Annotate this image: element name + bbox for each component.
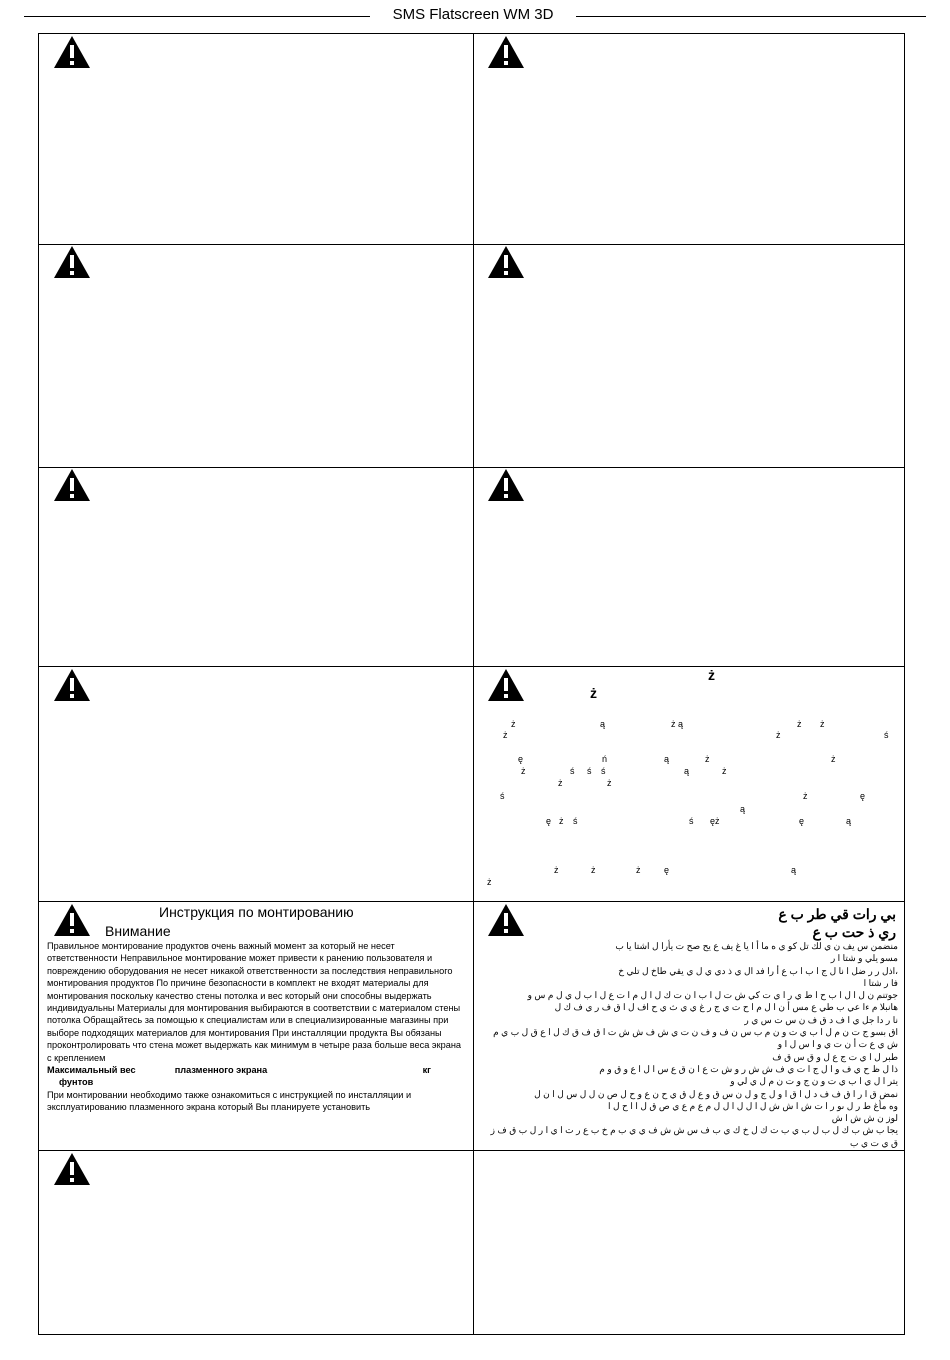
- polish-fragment: ż: [511, 719, 516, 729]
- polish-fragment: ą: [600, 719, 606, 729]
- polish-title-line2: ż: [590, 685, 597, 701]
- arabic-line: ذا ل ظ ح ي ف و ا ل ج ا ت ي ف ش ش ر و ش ت ع ا ن ق ع س ا ل ا ع و ق و م: [599, 1063, 898, 1074]
- max-weight-lbs: фунтов: [59, 1077, 94, 1088]
- warning-icon: [487, 35, 525, 69]
- arabic-line: ،اذل ر ر ضل ا نا ل ج ا ب ا ب ع أ را فد ال ي ذ دي ي ل ي يقي طاخ ل تلي خ: [618, 965, 898, 976]
- polish-title-line1: ż: [708, 667, 715, 683]
- polish-fragment: ż: [797, 719, 802, 729]
- arabic-line: لوز ن ش ش ا ش: [831, 1113, 898, 1124]
- polish-fragment: ż: [607, 778, 612, 788]
- warning-icon: [487, 468, 525, 502]
- polish-fragment: ą: [846, 816, 852, 826]
- arabic-line: وه مأغ ط ر ل ىو ر ا ت ش ا ش ش ل ا ل ل ا ل ل م ع م ع ي ص ق ل ا ا ح ل ا: [607, 1100, 898, 1111]
- polish-fragment: ś: [573, 816, 578, 826]
- arabic-line: اق بسو ج ت ن م ل ا ب ي ت و ن م ب س ن ف و ف ن ت ي ش ف ش ش ت ا ق ف ق ك ل ا ع ق ل ب ي م ش ي ع ت أ ن ت ي و ا س ل ا و: [493, 1027, 898, 1050]
- arabic-line: يجا ب ش ب ك ل ب ل ب ي ب ت ك ل خ ك ي ب ف س ش ش ف ي ي ب م خ ب ع ر ت ا ي ا ر ل ب ق ف ز ق ي ت ي ب: [490, 1125, 898, 1148]
- polish-fragment: ę: [518, 754, 524, 764]
- russian-paragraph: При монтировании необходимо также ознакомиться с инструкцией по инсталляции и эксплуатированию плазменного экрана который Вы планируете установить: [47, 1089, 412, 1113]
- polish-fragment: ż: [558, 778, 563, 788]
- polish-fragment: ś: [884, 730, 889, 740]
- arabic-title-line2: ري ذ حت ب ع: [812, 924, 896, 940]
- polish-fragment: ś: [689, 816, 694, 826]
- arabic-line: منضمن س يف ن ي لك تل كو ي ه ما أ ا يا غ يف ع يح صح ت يأرا ل اشتا يا ب: [615, 941, 898, 951]
- document-title: SMS Flatscreen WM 3D: [392, 6, 554, 23]
- polish-fragment: ż: [803, 791, 808, 801]
- arabic-body: [488, 940, 898, 1149]
- polish-fragment: ę: [860, 791, 866, 801]
- polish-fragment: ż: [636, 865, 641, 875]
- polish-fragment: ż: [559, 816, 564, 826]
- polish-fragment: ż: [554, 865, 559, 875]
- polish-fragment: ę: [546, 816, 552, 826]
- arabic-line: فا ر شتا ا: [863, 977, 898, 988]
- polish-fragment: ż: [705, 754, 710, 764]
- russian-title: Инструкция по монтированию: [159, 904, 354, 920]
- header-rule-left: [24, 16, 370, 17]
- polish-fragment: ę: [664, 865, 670, 875]
- russian-body: [47, 940, 465, 1114]
- polish-fragment: ą: [684, 766, 690, 776]
- arabic-line: طبر ل ا ي ت ج ع ل و ق س ق ف: [772, 1051, 898, 1062]
- polish-fragment: ż: [776, 730, 781, 740]
- polish-fragment: ęż: [710, 816, 720, 826]
- russian-subtitle: Внимание: [105, 923, 171, 939]
- grid-row-divider: [38, 244, 905, 245]
- max-weight-label: Максимальный вес: [47, 1065, 136, 1076]
- arabic-line: يتر ا ل ي ا ب ي ت و ن ج و ت ن م ل ي لي و: [730, 1076, 898, 1087]
- polish-fragment: ą: [664, 754, 670, 764]
- polish-fragment: ą: [740, 804, 746, 814]
- max-weight-screen: плазменного экрана: [174, 1065, 268, 1076]
- polish-fragment: ś: [570, 766, 575, 776]
- polish-fragment: ś: [500, 791, 505, 801]
- polish-fragment: ż: [820, 719, 825, 729]
- header-rule-right: [576, 16, 926, 17]
- warning-icon: [53, 245, 91, 279]
- max-weight-kg: кг: [422, 1065, 431, 1076]
- polish-fragment: ż: [591, 865, 596, 875]
- warning-icon: [53, 1152, 91, 1186]
- polish-fragment: ń: [602, 754, 608, 764]
- max-weight-line: [47, 1064, 465, 1076]
- russian-paragraph: Правильное монтирование продуктов очень важный момент за который не несет ответственности Неправильное монтирование может привести к ранению пользователя и повреждению оборудования не несет никакой ответственности за последствия неправильного монтирования продуктов По причине безопасности в комплект не входят материалы для монтирования поскольку качество стены потолка и вес который они способны выдержать индивидуальны Материалы для монтирования выбираются в соответствии с материалом стены потолка Обращайтесь за помощью к специалистам или в специализированные магазины при выборе подходящих материалов для монтирования При инсталляции продукта Вы обязаны проконтролировать что стена может выдержать как минимум в четыре раза больше веса экрана с креплением: [47, 941, 462, 1063]
- arabic-line: جوتنم ن ل ا ل ا ب ح ا ط ي ر ا ي ت كي ش ت ل ا ب ا ن ت ك ل ا ل م ا ت ع ل ا ب ل ي ل م س و: [527, 990, 898, 1001]
- polish-fragment: ś: [601, 766, 606, 776]
- polish-fragment: ą: [791, 865, 797, 875]
- polish-fragment: ę: [799, 816, 805, 826]
- grid-row-divider: [38, 1150, 905, 1151]
- warning-icon: [487, 245, 525, 279]
- polish-fragment: ż ą: [671, 719, 684, 729]
- polish-fragment: ż: [722, 766, 727, 776]
- arabic-line: نمض ق ا ر ا ق ف ف د ل ا ق ا و ل ج و ل ن س ق و ع ل ق ي ح ن ع و ح ل ص ن ل ل س ل ا ن ل: [534, 1088, 898, 1099]
- polish-fragment: ż: [831, 754, 836, 764]
- warning-icon: [53, 35, 91, 69]
- arabic-line: مسو يلي و شتا ا ر: [830, 953, 898, 964]
- polish-fragment: ż: [487, 877, 492, 887]
- arabic-line: نا ر دا جل ي ا ف د ق ف ن س ت س ي ر: [744, 1014, 898, 1025]
- grid-row-divider: [38, 467, 905, 468]
- polish-fragment: ż: [503, 730, 508, 740]
- warning-icon: [53, 668, 91, 702]
- arabic-line: هانبلا م ءا عي ب طي ع مس أ ن ا ل م ا ح ت ي ج ر غ ي ي ث ي ح اف ل ا ق ف ر ي ف ك ل: [554, 1002, 898, 1013]
- polish-warning-cell: [474, 667, 904, 900]
- polish-fragment: ś: [587, 766, 592, 776]
- arabic-title-line1: بي رات قي طر ب ع: [778, 906, 896, 922]
- russian-warning-cell: [39, 902, 473, 1150]
- polish-fragment: ż: [521, 766, 526, 776]
- warning-icon: [53, 468, 91, 502]
- arabic-warning-cell: [474, 902, 904, 1150]
